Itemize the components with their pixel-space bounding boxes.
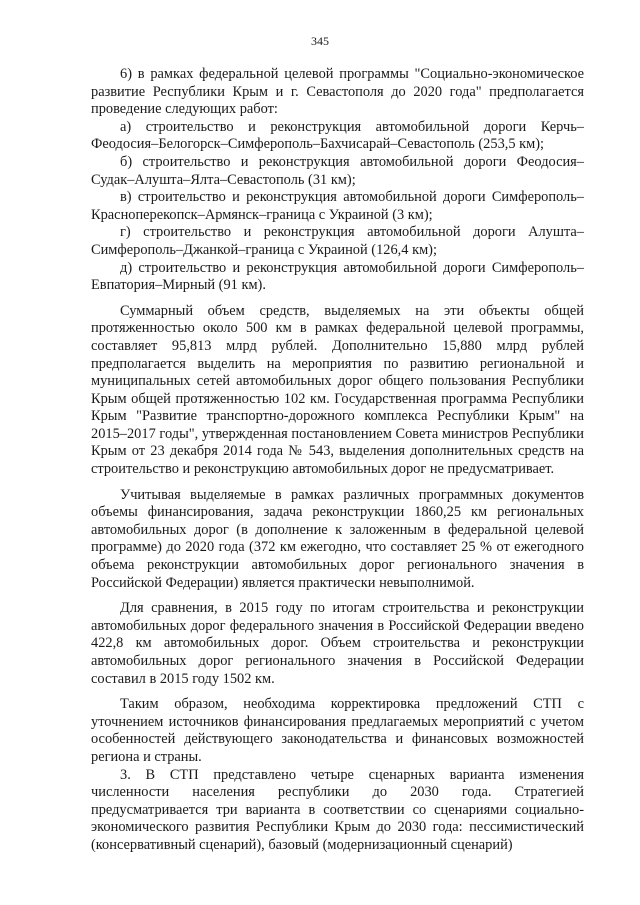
paragraph-comparison: Для сравнения, в 2015 году по итогам строительства и реконструкции автомобильных дорог федерального значения в Российской Федерации введено 422,8 км автомобильных дорог. Объем строительства и реконструкции автомобильных дорог регионального значения в Российской Федерации составил в 2015 году 1502 км.: [91, 600, 584, 687]
paragraph-item-d: д) строительство и реконструкция автомобильной дороги Симферополь–Евпатория–Мирный (91 км).: [91, 259, 584, 294]
paragraph-reconstruction-task: Учитывая выделяемые в рамках различных программных документов объемы финансирования, задача реконструкции 1860,25 км региональных автомобильных дорог (в дополнение к заложенным в федеральной целевой программе) до 2020 года (372 км ежегодно, что составляет 25 % от ежегодного объема реконструкции автомобильных дорог регионального значения в Российской Федерации) является практически невыполнимой.: [91, 486, 584, 591]
paragraph-item-v: в) строительство и реконструкция автомобильной дороги Симферополь–Красноперекопск–Армянск–граница с Украиной (3 км);: [91, 189, 584, 223]
paragraph-conclusion: Таким образом, необходима корректировка предложений СТП с уточнением источников финансирования предлагаемых мероприятий с учетом особенностей действующего законодательства и финансовых возможностей региона и страны.: [91, 696, 584, 765]
paragraph-item-g: г) строительство и реконструкция автомобильной дороги Алушта–Симферополь–Джанкой–граница с Украиной (126,4 км);: [91, 224, 584, 258]
paragraph-funding-total: Суммарный объем средств, выделяемых на эти объекты общей протяженностью около 500 км в рамках федеральной целевой программы, составляет 95,813 млрд рублей. Дополнительно 15,880 млрд рублей предполагается выделить на мероприятия по развитию региональной и муниципальных сетей автомобильных дорог общего пользования Республики Крым общей протяженностью 102 км. Государственная программа Республики Крым "Развитие транспортно-дорожного комплекса Республики Крым" на 2015–2017 годы", утвержденная постановлением Совета министров Республики Крым от 23 декабря 2014 года № 543, выделения дополнительных средств на строительство и реконструкцию автомобильных дорог не предусматривает.: [91, 302, 584, 478]
paragraph-item-b: б) строительство и реконструкция автомобильной дороги Феодосия–Судак–Алушта–Ялта–Севастополь (31 км);: [91, 153, 584, 188]
body-text: [91, 66, 584, 855]
paragraph-intro: 6) в рамках федеральной целевой программы "Социально-экономическое развитие Республики Крым и г. Севастополя до 2020 года" предполагается проведение следующих работ:: [91, 66, 584, 118]
paragraph-item-a: а) строительство и реконструкция автомобильной дороги Керчь–Феодосия–Белогорск–Симферополь–Бахчисарай–Севастополь (253,5 км);: [91, 118, 584, 153]
paragraph-scenarios: 3. В СТП представлено четыре сценарных варианта изменения численности населения республики до 2030 года. Стратегией предусматривается три варианта в соответствии со сценариями социально-экономического развития Республики Крым до 2030 года: пессимистический (консервативный сценарий), базовый (модернизационный сценарий): [91, 766, 584, 853]
page-number: 345: [311, 34, 329, 48]
